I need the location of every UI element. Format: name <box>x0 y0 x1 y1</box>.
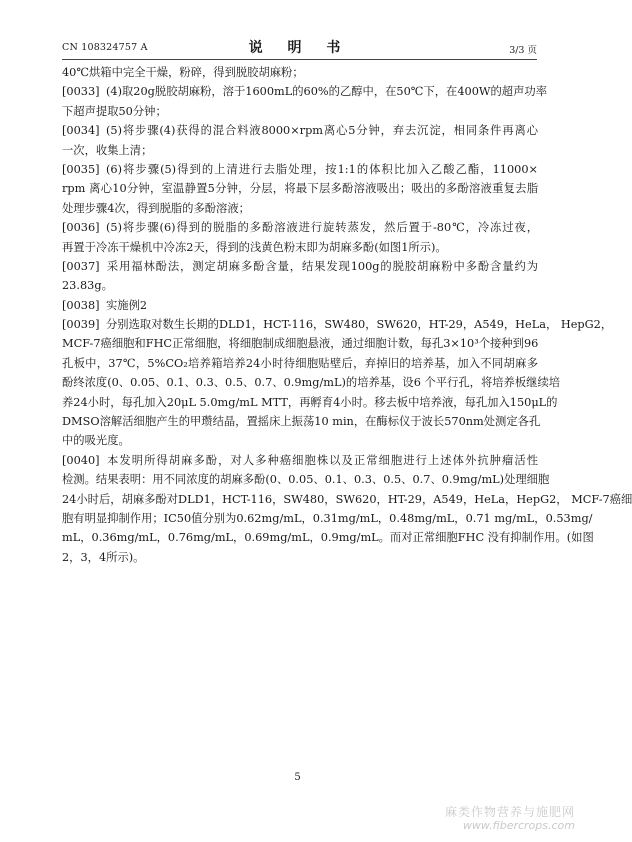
line-text: DMSO溶解活细胞产生的甲瓒结晶，置摇床上振荡10 min，在酶标仪于波长570nm处测定各孔 <box>62 415 541 429</box>
line-text: 23.83g。 <box>62 279 113 293</box>
line-text: 本发明所得胡麻多酚，对人多种癌细胞株以及正常细胞进行上述体外抗肿瘤活性 <box>106 453 538 467</box>
line-text: 40℃烘箱中完全干燥，粉碎，得到脱胶胡麻粉； <box>62 66 304 79</box>
line-text: (6)将步骤(5)得到的上清进行去脂处理，按1:1的体积比加入乙酸乙酯，11000× <box>106 162 538 176</box>
paragraph-number: [0036] <box>62 221 100 235</box>
text-line <box>62 141 538 160</box>
text-line <box>62 431 538 450</box>
page-number: 5 <box>294 772 301 783</box>
document-body <box>62 63 632 567</box>
text-line <box>62 82 547 101</box>
line-text: 中的吸光度。 <box>62 434 130 448</box>
line-text: 一次，收集上清； <box>62 143 153 157</box>
line-text: (5)将步骤(6)得到的脱脂的多酚溶液进行旋转蒸发，然后置于-80℃，冷冻过夜， <box>106 221 538 235</box>
line-text: 检测。结果表明：用不同浓度的胡麻多酚(0、0.05、0.1、0.3、0.5、0.7、0.9mg/mL)处理细胞 <box>62 473 550 487</box>
text-line <box>62 354 538 373</box>
patent-number: CN 108324757 A <box>62 42 148 53</box>
line-text: 再置于冷冻干燥机中冷冻2天，得到的浅黄色粉末即为胡麻多酚(如图1所示)。 <box>62 240 447 254</box>
header-divider <box>62 59 537 60</box>
watermark-site-name: 麻类作物营养与施肥网 <box>444 805 575 819</box>
text-line <box>62 257 538 276</box>
paragraph-number: [0039] <box>62 318 100 332</box>
line-text: (4)取20g脱胶胡麻粉，溶于1600mL的60%的乙醇中，在50℃下，在400W的超声功率 <box>106 85 547 99</box>
line-text: 酚终浓度(0、0.05、0.1、0.3、0.5、0.7、0.9mg/mL)的培养基，设6 个平行孔，将培养板继续培 <box>62 376 561 390</box>
text-line <box>62 179 538 198</box>
line-text: 分别选取对数生长期的DLD1，HCT-116，SW480，SW620，HT-29，A549，HeLa， HepG2， <box>106 318 613 332</box>
paragraph-number: [0037] <box>62 259 100 273</box>
text-line <box>62 121 538 140</box>
line-text: 养24小时，每孔加入20μL 5.0mg/mL MTT，再孵育4小时。移去板中培养液，每孔加入150μL的 <box>62 395 558 409</box>
watermark-url: www.fibercrops.com <box>462 819 575 832</box>
line-text: 下超声提取50分钟； <box>62 104 167 118</box>
page-reference: 3/3 页 <box>509 45 537 56</box>
line-text: 24小时后，胡麻多酚对DLD1，HCT-116，SW480，SW620，HT-29，A549，HeLa，HepG2， MCF-7癌细 <box>62 492 632 506</box>
line-text: mL，0.36mg/mL，0.76mg/mL，0.69mg/mL，0.9mg/mL。而对正常细胞FHC 没有抑制作用。(如图 <box>62 531 594 545</box>
paragraph-number: [0038] <box>62 298 100 312</box>
text-line <box>62 528 594 547</box>
paragraph-number: [0040] <box>62 453 100 467</box>
text-line <box>62 373 561 392</box>
text-line <box>62 334 538 353</box>
line-text: rpm 离心10分钟，室温静置5分钟，分层，将最下层多酚溶液吸出；吸出的多酚溶液重复去脂 <box>62 182 538 196</box>
line-text: 实施例2 <box>106 298 148 312</box>
line-text: 2，3，4所示)。 <box>62 550 145 564</box>
line-text: 胞有明显抑制作用；IC50值分别为0.62mg/mL，0.31mg/mL，0.48mg/mL，0.71 mg/mL，0.53mg/ <box>62 511 593 525</box>
watermark <box>445 805 575 833</box>
text-line <box>62 102 538 121</box>
document-header <box>62 36 537 58</box>
text-line <box>62 548 538 567</box>
text-line <box>62 470 550 489</box>
text-line <box>62 451 538 470</box>
text-line <box>62 276 538 295</box>
text-line <box>62 199 538 218</box>
paragraph-number: [0033] <box>62 85 100 99</box>
paragraph-number: [0035] <box>62 162 100 176</box>
text-line <box>62 160 538 179</box>
paragraph-number: [0034] <box>62 124 100 138</box>
line-text: 孔板中，37℃，5%CO₂培养箱培养24小时待细胞贴壁后，弃掉旧的培养基，加入不同胡麻多 <box>62 356 538 370</box>
text-line <box>62 315 613 334</box>
text-line <box>62 296 538 315</box>
text-line <box>62 393 558 412</box>
text-line <box>62 412 541 431</box>
text-line <box>62 238 538 257</box>
line-text: (5)将步骤(4)获得的混合料液8000×rpm离心5分钟，弃去沉淀，相同条件再离心 <box>106 124 538 138</box>
text-line <box>62 218 538 237</box>
line-text: 采用福林酚法，测定胡麻多酚含量，结果发现100g的脱胶胡麻粉中多酚含量约为 <box>106 259 538 273</box>
line-text: MCF-7癌细胞和FHC正常细胞，将细胞制成细胞悬液，通过细胞计数，每孔3×10³个接种到96 <box>62 337 539 351</box>
text-line <box>62 490 632 509</box>
line-text: 处理步骤4次，得到脱脂的多酚溶液； <box>62 201 250 215</box>
document-title: 说 明 书 <box>248 40 351 56</box>
text-line <box>62 63 538 82</box>
text-line <box>62 509 593 528</box>
